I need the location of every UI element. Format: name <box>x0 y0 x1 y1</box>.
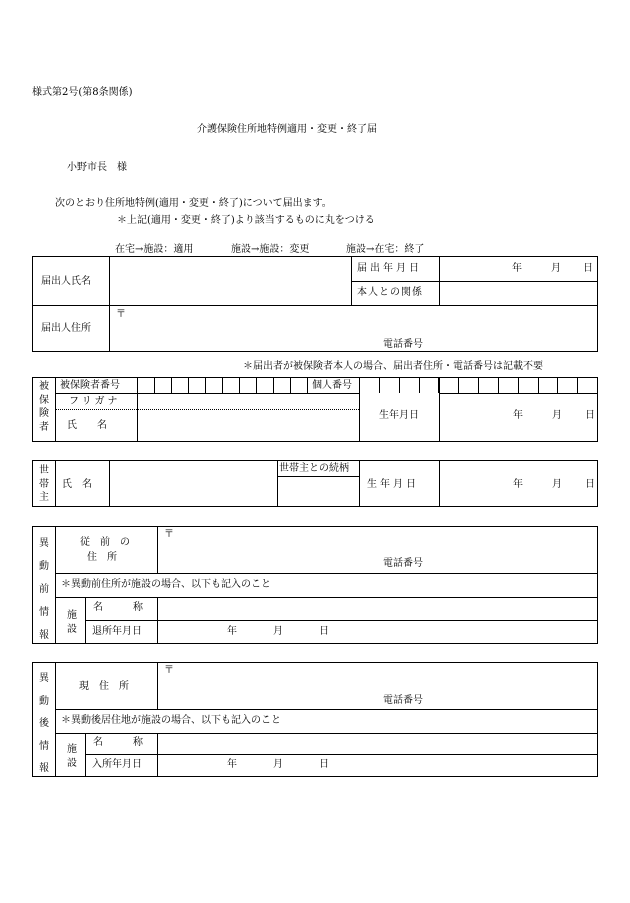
digit-cell-divider <box>188 378 189 393</box>
notifier-name-field[interactable] <box>111 259 349 303</box>
notify-date-field[interactable]: 年 月 日 <box>512 263 593 274</box>
digit-cell-divider <box>399 378 400 393</box>
phone-label: 電話番号 <box>383 339 423 350</box>
before-side-label: 異 動 前 情 報 <box>39 538 49 641</box>
digit-cell-divider <box>273 378 274 393</box>
insured-birth-field[interactable]: 年 月 日 <box>513 410 595 421</box>
after-facility-label: 施 設 <box>67 744 77 769</box>
notifier-footnote: ＊届出者が被保険者本人の場合、届出者住所・電話番号は記載不要 <box>243 361 543 372</box>
after-facility-name-label: 名 称 <box>93 737 143 748</box>
option-end[interactable]: 施設→在宅：終了 <box>346 244 425 255</box>
digit-cell-divider <box>222 378 223 393</box>
insured-name-field[interactable] <box>139 411 357 439</box>
digit-cell-divider <box>154 378 155 393</box>
before-facility-note: ＊異動前住所が施設の場合、以下も記入のこと <box>61 579 271 590</box>
personal-number-cells[interactable] <box>359 378 597 393</box>
before-facility-name-label: 名 称 <box>93 602 143 613</box>
after-address-label: 現 住 所 <box>79 681 129 692</box>
postal-mark: 〒 <box>116 309 126 320</box>
digit-cell-divider <box>458 378 459 393</box>
after-facility-name-field[interactable] <box>159 735 595 752</box>
digit-cell-divider <box>557 378 558 393</box>
after-address-field[interactable] <box>159 665 595 707</box>
form-number: 様式第2号(第8条関係) <box>32 87 133 98</box>
notify-date-label: 届出年月日 <box>357 263 422 274</box>
household-relation-label: 世帯主との続柄 <box>279 463 349 474</box>
household-name-label: 氏 名 <box>62 479 92 490</box>
household-birth-field[interactable]: 年 月 日 <box>513 479 595 490</box>
notifier-address-label: 届出人住所 <box>41 323 91 334</box>
furigana-field[interactable] <box>139 395 357 408</box>
insured-birth-label: 生年月日 <box>379 410 419 421</box>
addressee: 小野市長 様 <box>67 162 127 173</box>
digit-cell-divider <box>256 378 257 393</box>
phone-label: 電話番号 <box>383 695 423 706</box>
digit-cell-divider <box>205 378 206 393</box>
digit-cell-divider <box>239 378 240 393</box>
option-apply[interactable]: 在宅→施設：適用 <box>115 244 194 255</box>
insured-table <box>32 377 598 442</box>
discharge-date-label: 退所年月日 <box>92 626 142 637</box>
digit-cell-divider <box>478 378 479 393</box>
digit-cell-divider <box>438 378 439 393</box>
digit-cell-divider <box>290 378 291 393</box>
digit-cell-divider <box>171 378 172 393</box>
digit-cell-divider <box>379 378 380 393</box>
phone-label: 電話番号 <box>383 558 423 569</box>
after-move-table <box>32 662 598 777</box>
personal-number-label: 個人番号 <box>312 380 352 391</box>
before-address-label-1: 従 前 の <box>80 537 130 548</box>
digit-cell-divider <box>518 378 519 393</box>
circle-note: ＊上記(適用・変更・終了)より該当するものに丸をつける <box>117 215 375 226</box>
household-table <box>32 460 598 507</box>
household-name-field[interactable] <box>111 463 275 504</box>
digit-cell-divider <box>577 378 578 393</box>
before-move-table <box>32 526 598 644</box>
household-side-label: 世 帯 主 <box>39 465 49 503</box>
household-relation-field[interactable] <box>279 478 357 504</box>
insured-number-cells[interactable] <box>137 378 307 393</box>
discharge-date-field[interactable]: 年 月 日 <box>227 626 329 637</box>
form-title: 介護保険住所地特例適用・変更・終了届 <box>197 124 377 135</box>
admission-date-label: 入所年月日 <box>92 759 142 770</box>
relation-label: 本人との関係 <box>357 287 423 298</box>
insured-side-label: 被 保 険 者 <box>39 381 49 433</box>
insured-name-label: 氏 名 <box>67 420 107 431</box>
digit-cell-divider <box>419 378 420 393</box>
postal-mark: 〒 <box>164 665 174 676</box>
before-facility-label: 施 設 <box>67 610 77 635</box>
postal-mark: 〒 <box>164 529 174 540</box>
insured-number-label: 被保険者番号 <box>60 380 120 391</box>
option-change[interactable]: 施設→施設：変更 <box>231 244 310 255</box>
furigana-label: フリガナ <box>69 396 121 407</box>
after-facility-note: ＊異動後居住地が施設の場合、以下も記入のこと <box>61 715 281 726</box>
digit-cell-divider <box>498 378 499 393</box>
notifier-address-field[interactable] <box>111 307 595 351</box>
before-address-field[interactable] <box>159 529 595 571</box>
admission-date-field[interactable]: 年 月 日 <box>227 759 329 770</box>
digit-cell-divider <box>538 378 539 393</box>
before-facility-name-field[interactable] <box>159 599 595 618</box>
notifier-name-label: 届出人氏名 <box>41 276 91 287</box>
relation-field[interactable] <box>441 282 597 304</box>
before-address-label-2: 住 所 <box>87 552 117 563</box>
intro-text: 次のとおり住所地特例(適用・変更・終了)について届出ます。 <box>55 198 332 209</box>
household-birth-label: 生年月日 <box>367 479 419 490</box>
after-side-label: 異 動 後 情 報 <box>39 673 49 774</box>
notifier-table <box>32 256 598 352</box>
